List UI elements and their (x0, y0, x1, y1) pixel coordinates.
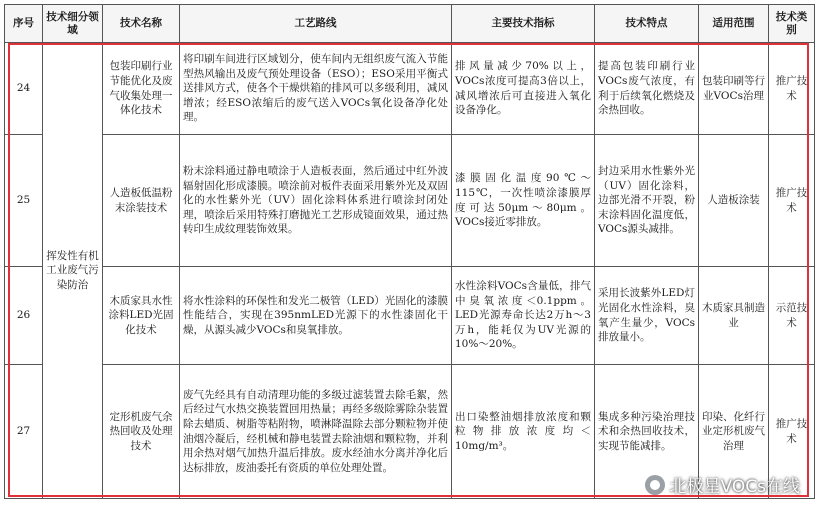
table-row (5, 43, 815, 135)
wechat-icon (645, 475, 665, 495)
header-row (5, 5, 815, 43)
row-name: 包装印刷行业节能优化及废气收集处理一体化技术 (103, 43, 180, 135)
header-process: 工艺路线 (180, 5, 452, 43)
row-scope: 包装印刷等行业VOCs治理 (699, 43, 769, 135)
row-process: 粉末涂料通过静电喷涂于人造板表面，然后通过中红外波辐射固化形成漆膜。喷涂前对板件表面采用紫外光及双固化的水性紫外光（UV）固化涂料体系进行喷涂封闭处理，喷涂后采用特殊打磨抛光工艺形成镜面效果，通过热转印生成纹理装饰效果。 (180, 135, 452, 267)
header-name: 技术名称 (103, 5, 180, 43)
header-no: 序号 (5, 5, 43, 43)
table-row (5, 267, 815, 365)
watermark (645, 472, 800, 497)
row-category: 推广技术 (769, 135, 815, 267)
row-index: 漆膜固化温度90℃～115℃，一次性喷涂漆膜厚度可达50μm～80μm。VOCs接近零排放。 (452, 135, 595, 267)
row-process: 将印刷车间进行区域划分，使车间内无组织废气流入节能型热风输出及废气预处理设备（ESO）；ESO采用平衡式送排风方式，使各个干燥烘箱的排风可以多级利用，减风增浓；经ESO浓缩后的废气送入VOCs氧化设备净化处理。 (180, 43, 452, 135)
row-name: 人造板低温粉末涂装技术 (103, 135, 180, 267)
row-category: 推广技术 (769, 365, 815, 499)
header-category: 技术类别 (769, 5, 815, 43)
row-feature: 采用长波紫外LED灯光固化水性涂料，臭氧产生量少，VOCs排放量小。 (595, 267, 699, 365)
watermark-text: 北极星VOCs在线 (669, 477, 800, 497)
row-no: 26 (5, 267, 43, 365)
row-scope: 人造板涂装 (699, 135, 769, 267)
row-category: 示范技术 (769, 267, 815, 365)
field-group-cell: 挥发性有机工业废气污染防治 (43, 43, 103, 499)
row-scope: 印染、化纤行业定形机废气治理 (699, 365, 769, 499)
row-feature: 集成多种污染治理技术和余热回收技术，实现节能减排。 (595, 365, 699, 499)
row-category: 推广技术 (769, 43, 815, 135)
row-no: 25 (5, 135, 43, 267)
row-feature: 提高包装印刷行业VOCs废气浓度，有利于后续氧化燃烧及余热回收。 (595, 43, 699, 135)
row-process: 废气先经具有自动清理功能的多级过滤装置去除毛絮，然后经过气水热交换装置回用热量；再经多级除雾除杂装置除去蜡质、树脂等粘附物，喷淋降温除去部分颗粒物并使油烟冷凝后，经机械和静电装置去除油烟和颗粒物，并利用余热对烟气加热升温后排放。废水经油水分离并净化后达标排放，废油委托有资质的单位处理处置。 (180, 365, 452, 499)
row-no: 27 (5, 365, 43, 499)
header-feature: 技术特点 (595, 5, 699, 43)
header-index: 主要技术指标 (452, 5, 595, 43)
technology-table (4, 4, 815, 499)
row-index: 水性涂料VOCs含量低，排气中臭氧浓度＜0.1ppm。LED光源寿命长达2万h～3万h，能耗仅为UV光源的10%～20%。 (452, 267, 595, 365)
header-scope: 适用范围 (699, 5, 769, 43)
row-process: 将水性涂料的环保性和发光二极管（LED）光固化的漆膜性能结合，实现在395nmLED光源下的水性漆固化干燥，从源头减少VOCs和臭氧排放。 (180, 267, 452, 365)
row-no: 24 (5, 43, 43, 135)
row-feature: 封边采用水性紫外光（UV）固化涂料，边部光滑不开裂，粉末涂料固化温度低，VOCs源头减排。 (595, 135, 699, 267)
header-field: 技术细分领域 (43, 5, 103, 43)
row-name: 定形机废气余热回收及处理技术 (103, 365, 180, 499)
row-index: 出口染整油烟排放浓度和颗粒物排放浓度均＜10mg/m³。 (452, 365, 595, 499)
row-scope: 木质家具制造业 (699, 267, 769, 365)
row-name: 木质家具水性涂料LED光固化技术 (103, 267, 180, 365)
row-index: 排风量减少70%以上，VOCs浓度可提高3倍以上，减风增浓后可直接进入氧化设备净化。 (452, 43, 595, 135)
table-row (5, 135, 815, 267)
